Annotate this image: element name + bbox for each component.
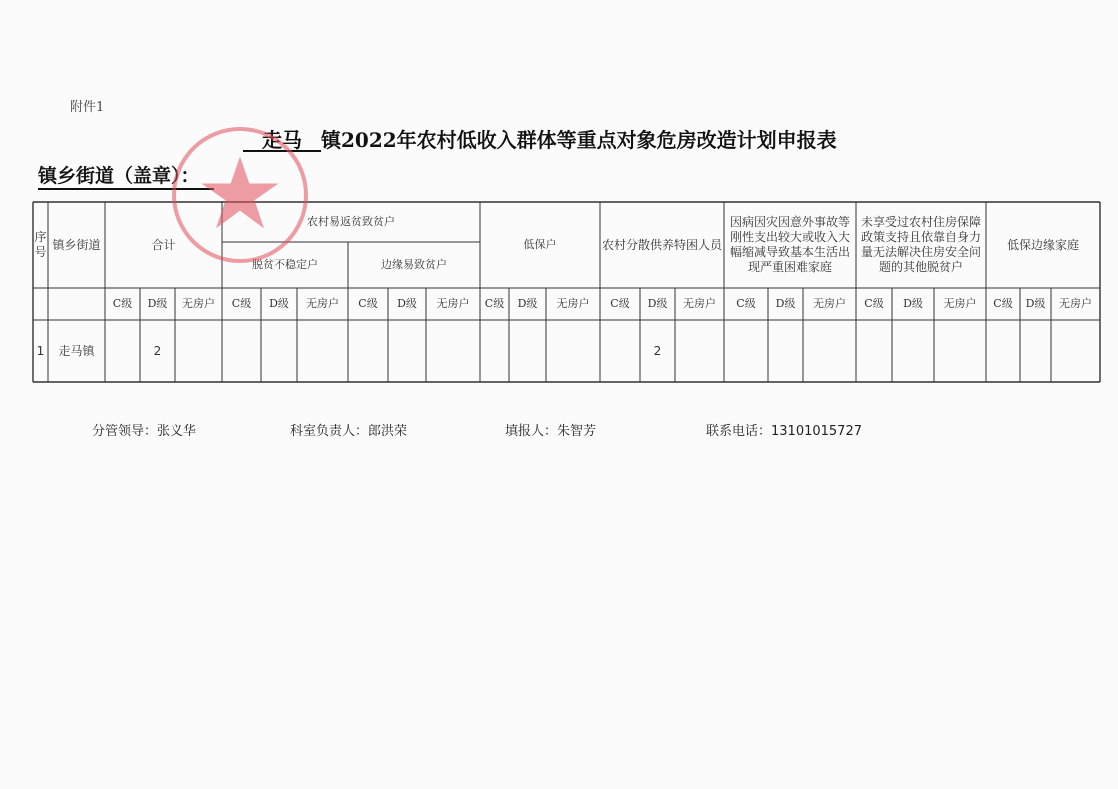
table-cell [175,320,222,382]
table-cell [261,320,297,382]
level-header: D级 [147,297,168,310]
header-tekun: 农村分散供养特困人员 [601,237,722,252]
header-other-poor: 未享受过农村住房保障政策支持且依靠自身力量无法解决住房安全问题的其他脱贫户 [860,215,981,274]
title-town: 走马 [243,130,321,152]
table-cell [426,320,480,382]
header-dibao: 低保户 [523,238,557,251]
header-total: 合计 [151,237,176,252]
table-cell [222,320,261,382]
row-seq: 1 [36,344,45,358]
table-cell [675,320,724,382]
table-cell [348,320,388,382]
table-cell [768,320,803,382]
level-header: D级 [517,297,538,310]
table-cell [934,320,986,382]
table-cell [856,320,892,382]
level-header: 无房户 [436,297,470,310]
row-town: 走马镇 [58,344,95,358]
level-header: C级 [993,297,1013,310]
table-cell [892,320,934,382]
level-header: 无房户 [813,297,846,310]
level-header: D级 [903,297,923,310]
level-header: D级 [775,297,796,310]
footer-leader: 分管领导：张义华 [92,424,197,439]
level-header: D级 [647,297,668,310]
level-header: C级 [610,297,630,310]
header-edge-family: 低保边缘家庭 [1006,237,1079,252]
table-cell [724,320,768,382]
table-cell [480,320,509,382]
table-cell [509,320,546,382]
table-cell [600,320,640,382]
level-header: D级 [397,297,417,310]
level-header: 无房户 [556,297,590,310]
level-header: C级 [112,297,133,310]
level-header: 无房户 [683,297,716,310]
level-header: C级 [358,297,378,310]
header-edge: 边缘易致贫户 [381,258,447,271]
table-cell [1051,320,1100,382]
header-illness: 因病因灾因意外事故等刚性支出较大或收入大幅缩减导致基本生活出现严重困难家庭 [729,215,850,274]
level-header: C级 [864,297,884,310]
table-cell [297,320,348,382]
header-seq: 序号 [34,230,47,259]
table-cell: 2 [653,344,662,358]
table-cell [105,320,140,382]
table-cell [803,320,856,382]
level-header: C级 [231,297,252,310]
attachment-label: 附件1 [70,100,105,115]
level-header: 无房户 [182,297,215,310]
level-header: C级 [736,297,756,310]
footer-filler: 填报人：朱智芳 [505,424,597,439]
header-relapse: 农村易返贫致贫户 [307,215,395,228]
title-text: 镇2022年农村低收入群体等重点对象危房改造计划申报表 [321,128,837,152]
footer-section-head: 科室负责人：郎洪荣 [290,424,408,439]
table-cell [546,320,600,382]
level-header: C级 [484,297,505,310]
unit-stamp-label: 镇乡街道（盖章）： [38,164,214,190]
footer-phone: 联系电话：13101015727 [706,424,862,439]
level-header: 无房户 [943,297,977,310]
level-header: 无房户 [306,297,339,310]
header-town: 镇乡街道 [52,237,101,252]
header-unstable: 脱贫不稳定户 [252,258,318,271]
table-cell [986,320,1020,382]
level-header: D级 [1025,297,1046,310]
table-cell: 2 [153,344,162,358]
level-header: 无房户 [1059,297,1092,310]
table-cell [1020,320,1051,382]
level-header: D级 [269,297,289,310]
table-cell [388,320,426,382]
